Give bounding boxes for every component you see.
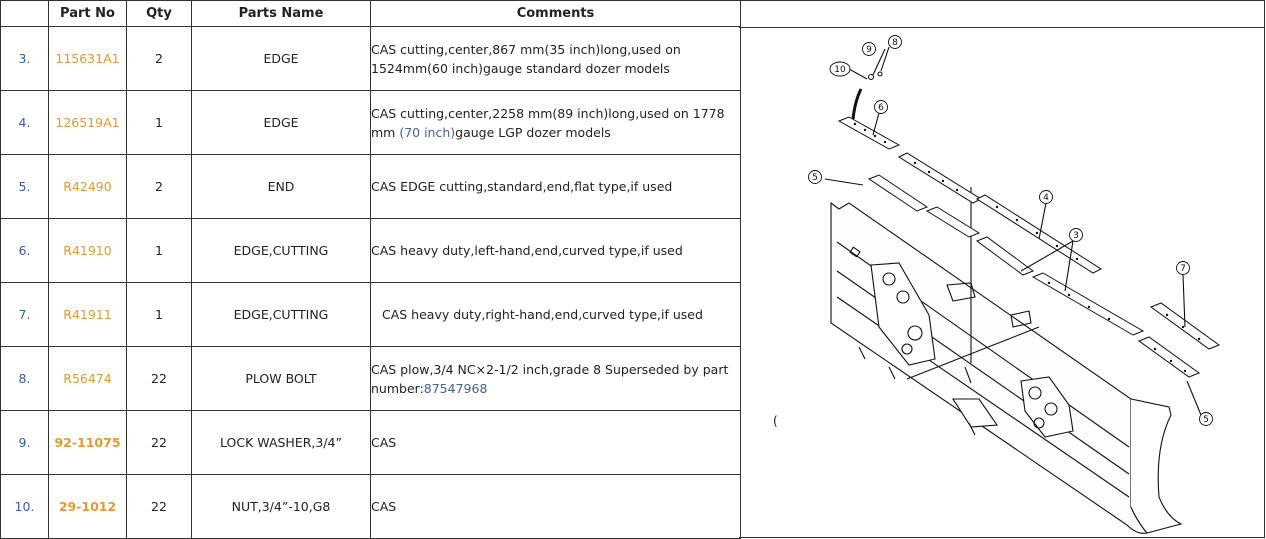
dozer-blade-exploded-diagram	[739, 27, 1263, 537]
diagram-header-cell	[739, 1, 1264, 28]
callout-5-right: 5	[1203, 415, 1209, 425]
plow-bolt-shape	[853, 89, 861, 119]
callout-8: 8	[892, 38, 898, 48]
header-index	[1, 1, 49, 27]
table-row	[1, 91, 741, 155]
lock-washer-shape	[869, 75, 874, 80]
part-name: LOCK WASHER,3/4”	[192, 411, 371, 475]
nut-shape	[878, 72, 882, 76]
quantity: 22	[127, 411, 192, 475]
part-name: END	[192, 155, 371, 219]
quantity: 22	[127, 347, 192, 411]
stray-mark: (	[773, 414, 778, 428]
cutting-edge-6	[839, 117, 899, 149]
callout-6: 6	[878, 103, 884, 113]
row-index: 5.	[1, 155, 49, 219]
part-name: NUT,3/4”-10,G8	[192, 475, 371, 539]
table-row	[1, 219, 741, 283]
part-number-link[interactable]: R41910	[49, 219, 127, 283]
table-row	[1, 411, 741, 475]
quantity: 2	[127, 155, 192, 219]
row-index: 8.	[1, 347, 49, 411]
comment	[371, 347, 741, 411]
part-name: EDGE,CUTTING	[192, 219, 371, 283]
callout-7: 7	[1180, 264, 1186, 274]
table-row	[1, 347, 741, 411]
comment: CAS heavy duty,right-hand,end,curved type,if used	[371, 283, 741, 347]
header-part-no: Part No	[49, 1, 127, 27]
comment-text: CAS cutting,center,2258 mm(89 inch)long,used on 1778 mm	[371, 105, 725, 140]
comment: CAS	[371, 411, 741, 475]
callout-10: 10	[834, 65, 846, 75]
quantity: 1	[127, 219, 192, 283]
part-number-link[interactable]: R41911	[49, 283, 127, 347]
callout-3: 3	[1073, 231, 1079, 241]
part-number-link[interactable]: 92-11075	[49, 411, 127, 475]
part-number-link[interactable]: R42490	[49, 155, 127, 219]
blade-end-plate	[1131, 399, 1181, 533]
diagram-panel	[739, 0, 1265, 538]
comment: CAS	[371, 475, 741, 539]
part-name: EDGE,CUTTING	[192, 283, 371, 347]
comment: CAS heavy duty,left-hand,end,curved type,if used	[371, 219, 741, 283]
row-index: 7.	[1, 283, 49, 347]
callout-9: 9	[866, 45, 872, 55]
row-index: 10.	[1, 475, 49, 539]
blade-body	[831, 203, 1147, 533]
header-qty: Qty	[127, 1, 192, 27]
row-index: 4.	[1, 91, 49, 155]
cutting-edge-5-right	[1139, 337, 1199, 377]
callout-5-left: 5	[812, 173, 818, 183]
callout-4: 4	[1043, 193, 1049, 203]
comment-gauge-note: (70 inch)	[399, 124, 456, 140]
cutting-edge-4-upper	[899, 153, 981, 203]
quantity: 2	[127, 27, 192, 91]
part-number-link[interactable]: R56474	[49, 347, 127, 411]
comment: CAS cutting,center,867 mm(35 inch)long,used on 1524mm(60 inch)gauge standard dozer models	[371, 27, 741, 91]
header-comments: Comments	[371, 1, 741, 27]
part-name: PLOW BOLT	[192, 347, 371, 411]
part-number-link[interactable]: 126519A1	[49, 91, 127, 155]
table-header-row	[1, 1, 741, 27]
comment	[371, 91, 741, 155]
header-parts-name: Parts Name	[192, 1, 371, 27]
table-row	[1, 155, 741, 219]
comment-text: CAS plow,3/4 NC×2-1/2 inch,grade 8 Superseded by part number:	[371, 361, 729, 396]
quantity: 1	[127, 91, 192, 155]
row-index: 6.	[1, 219, 49, 283]
part-name: EDGE	[192, 27, 371, 91]
row-index: 3.	[1, 27, 49, 91]
table-row	[1, 27, 741, 91]
quantity: 1	[127, 283, 192, 347]
comment: CAS EDGE cutting,standard,end,flat type,if used	[371, 155, 741, 219]
part-number-link[interactable]: 115631A1	[49, 27, 127, 91]
table-row	[1, 283, 741, 347]
row-index: 9.	[1, 411, 49, 475]
superseded-part-link[interactable]: 87547968	[423, 380, 488, 396]
cutting-edge-5-left	[869, 175, 927, 211]
part-number-link[interactable]: 29-1012	[49, 475, 127, 539]
quantity: 22	[127, 475, 192, 539]
comment-text-tail: gauge LGP dozer models	[455, 124, 611, 140]
table-row	[1, 475, 741, 539]
part-name: EDGE	[192, 91, 371, 155]
